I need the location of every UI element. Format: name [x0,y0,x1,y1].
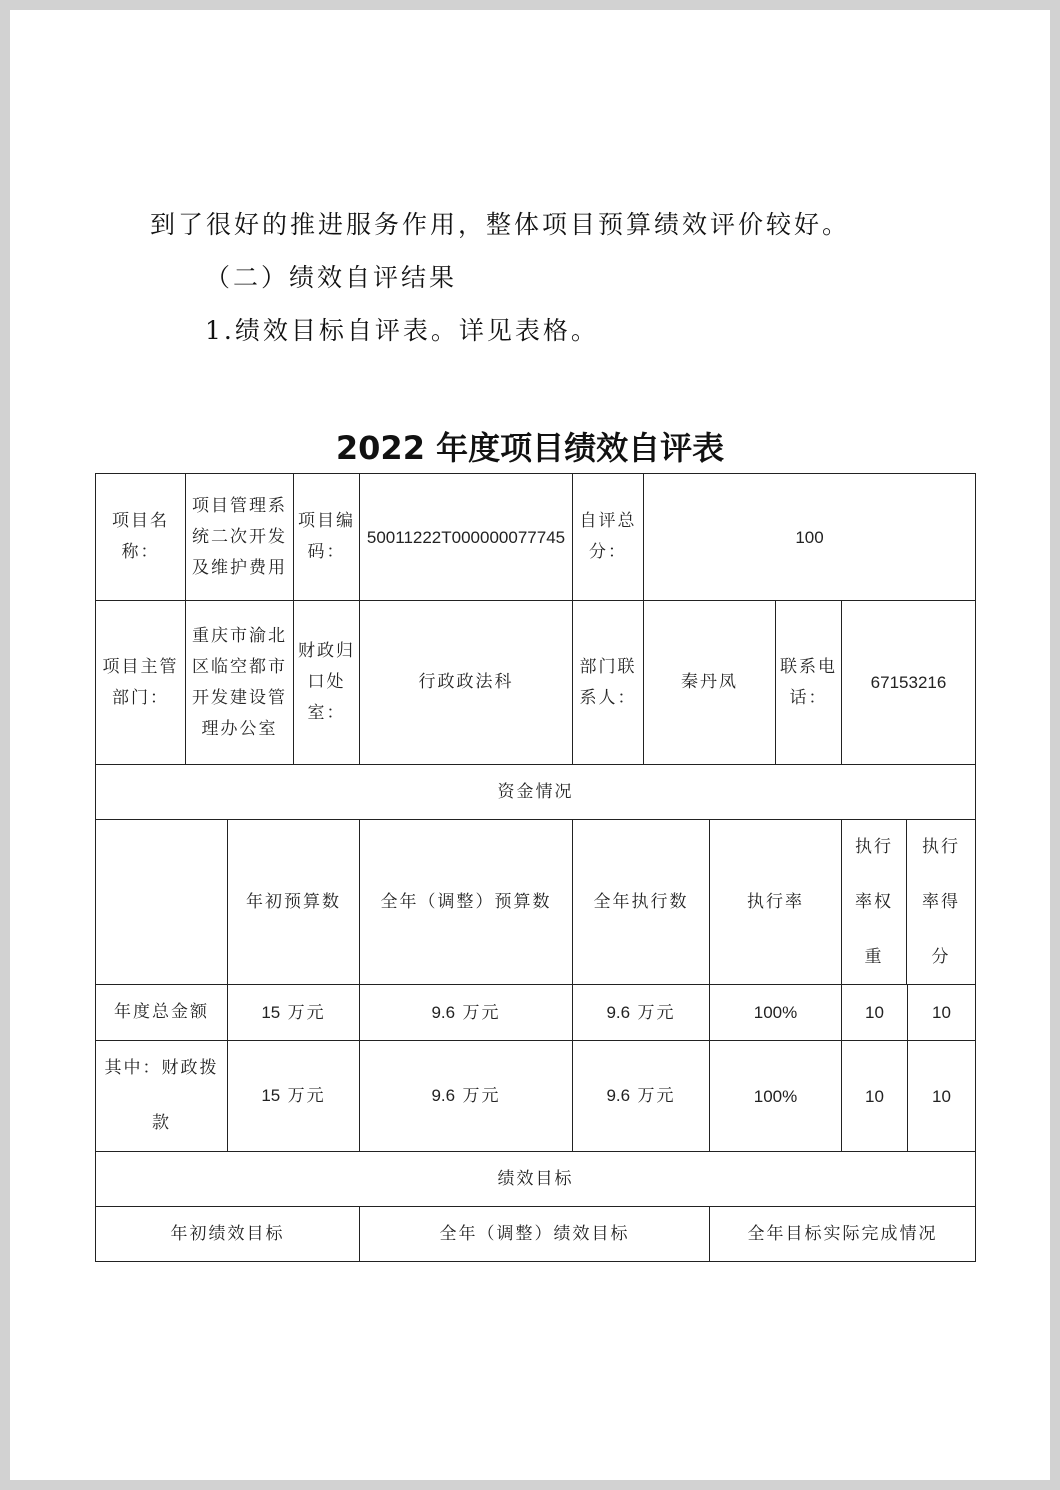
header-rate-score: 执行率得分 [922,836,960,967]
table-row-funds-headers [96,820,976,985]
section-heading-results: （二）绩效自评结果 [205,263,458,292]
project-code-label: 项目编码： [294,474,360,601]
goals-section-title: 绩效目标 [96,1152,976,1207]
cell-rate-score: 10 [932,1086,951,1106]
phone-label: 联系电话： [776,601,842,765]
cell-weight-score-pair [842,985,976,1041]
table-row [96,985,976,1041]
table-title: 2022 年度项目绩效自评表 [335,429,725,467]
contact-label: 部门联系人： [573,601,644,765]
header-exec-rate: 执行率 [710,820,842,985]
table-row-funds-section [96,765,976,820]
project-name-value: 项目管理系统二次开发及维护费用 [186,474,294,601]
cell-adjusted-budget: 9.6 万元 [360,1041,573,1152]
header-executed: 全年执行数 [573,820,710,985]
table-row-project-info [96,474,976,601]
project-name-label: 项目名称： [96,474,186,601]
cell-exec-rate: 100% [710,985,842,1041]
document-page [10,10,1050,1480]
score-label: 自评总分： [573,474,644,601]
header-adjusted-goal: 全年（调整）绩效目标 [360,1207,710,1262]
performance-evaluation-table [95,473,976,1262]
cell-rate-weight: 10 [842,1041,908,1151]
cell-executed: 9.6 万元 [573,985,710,1041]
header-rate-weight: 执行率权重 [842,820,907,984]
table-row-department [96,601,976,765]
cell-initial-budget: 15 万元 [228,985,360,1041]
finance-office-value: 行政政法科 [360,601,573,765]
row-label-fiscal: 其中：财政拨款 [96,1041,228,1152]
paragraph-table-intro: 1.绩效目标自评表。详见表格。 [205,316,599,345]
dept-label: 项目主管部门： [96,601,186,765]
header-initial-budget: 年初预算数 [228,820,360,985]
project-code-value: 50011222T000000077745 [360,474,573,601]
table-row [96,1041,976,1152]
finance-office-label: 财政归口处室： [294,601,360,765]
table-row-goals-headers [96,1207,976,1262]
cell-exec-rate: 100% [710,1041,842,1152]
table-row-goals-section [96,1152,976,1207]
score-value: 100 [644,474,976,601]
contact-value: 秦丹凤 [644,601,776,765]
phone-value: 67153216 [842,601,976,765]
cell-rate-weight: 10 [842,985,908,1040]
cell-rate-score: 10 [932,1003,951,1022]
header-actual-completion: 全年目标实际完成情况 [710,1207,976,1262]
row-label-total: 年度总金额 [96,985,228,1041]
cell-executed: 9.6 万元 [573,1041,710,1152]
funds-section-title: 资金情况 [96,765,976,820]
header-adjusted-budget: 全年（调整）预算数 [360,820,573,985]
dept-value: 重庆市渝北区临空都市开发建设管理办公室 [186,601,294,765]
paragraph-conclusion: 到了很好的推进服务作用，整体项目预算绩效评价较好。 [150,210,851,239]
header-weight-score-pair [842,820,976,985]
funds-header-blank [96,820,228,985]
cell-adjusted-budget: 9.6 万元 [360,985,573,1041]
cell-initial-budget: 15 万元 [228,1041,360,1152]
header-initial-goal: 年初绩效目标 [96,1207,360,1262]
cell-weight-score-pair [842,1041,976,1152]
